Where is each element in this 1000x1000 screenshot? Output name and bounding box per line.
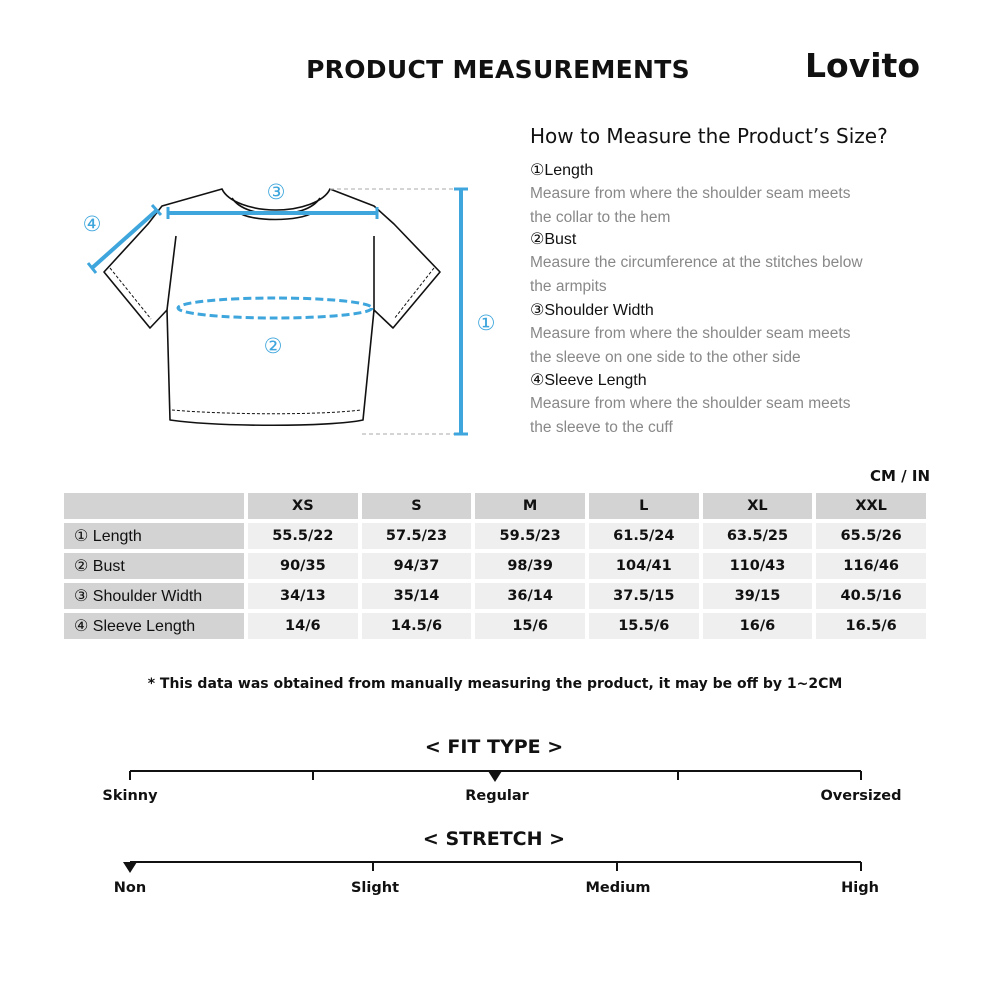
marker-bust: ② [263,334,283,358]
t-shirt-diagram [70,170,510,450]
brand-logo: Lovito [805,46,920,85]
stretch-label-medium: Medium [585,880,651,896]
table-cell: 104/41 [589,553,699,579]
guide-item-sleeve-length [530,370,910,439]
length-measure [454,189,468,434]
guide-item-shoulder-width [530,300,910,369]
column-header: S [362,493,472,519]
row-header: ③ Shoulder Width [64,583,244,609]
table-cell: 61.5/24 [589,523,699,549]
guide-desc: the sleeve to the cuff [530,418,673,436]
guide-label: ④Sleeve Length [530,372,647,389]
table-cell: 16.5/6 [816,613,926,639]
guide-desc: the collar to the hem [530,208,671,226]
table-cell: 15/6 [475,613,585,639]
marker-sleeve: ④ [82,212,102,236]
guide-title: How to Measure the Product’s Size? [530,124,888,148]
page-title: PRODUCT MEASUREMENTS [306,55,690,84]
table-cell: 14.5/6 [362,613,472,639]
row-header: ② Bust [64,553,244,579]
column-header: XL [703,493,813,519]
table-row [64,523,926,549]
guide-label: ③Shoulder Width [530,302,654,319]
guide-desc: the sleeve on one side to the other side [530,348,801,366]
table-cell: 94/37 [362,553,472,579]
table-cell: 90/35 [248,553,358,579]
stretch-label-high: High [841,880,879,896]
guide-desc: Measure from where the shoulder seam meets [530,325,851,342]
guide-desc: Measure from where the shoulder seam meets [530,395,851,412]
fit-type-scale [120,764,872,788]
table-row [64,583,926,609]
fit-type-title: < FIT TYPE > [424,736,564,758]
marker-length: ① [476,311,496,335]
table-cell: 34/13 [248,583,358,609]
column-header: L [589,493,699,519]
stretch-label-non: Non [113,880,147,896]
table-cell: 59.5/23 [475,523,585,549]
table-header-row [64,493,926,519]
fit-type-indicator-icon [488,771,502,782]
units-label: CM / IN [870,467,930,485]
table-cell: 98/39 [475,553,585,579]
table-corner-cell [64,493,244,519]
table-cell: 55.5/22 [248,523,358,549]
row-header: ① Length [64,523,244,549]
table-cell: 63.5/25 [703,523,813,549]
guide-desc: Measure the circumference at the stitches below [530,254,863,271]
table-cell: 39/15 [703,583,813,609]
table-cell: 57.5/23 [362,523,472,549]
table-cell: 15.5/6 [589,613,699,639]
fit-label-regular: Regular [465,788,529,804]
guide-label: ②Bust [530,231,577,248]
guide-label: ①Length [530,162,594,179]
column-header: XS [248,493,358,519]
table-cell: 40.5/16 [816,583,926,609]
size-table [60,489,930,643]
guide-desc: Measure from where the shoulder seam meets [530,185,851,202]
stretch-label-slight: Slight [350,880,400,896]
table-cell: 37.5/15 [589,583,699,609]
table-cell: 16/6 [703,613,813,639]
table-row [64,553,926,579]
measurement-note: * This data was obtained from manually measuring the product, it may be off by 1~2CM [147,676,843,692]
stretch-indicator-icon [123,862,137,873]
row-header: ④ Sleeve Length [64,613,244,639]
marker-shoulder: ③ [266,180,286,204]
fit-label-skinny: Skinny [102,788,158,804]
fit-label-oversized: Oversized [820,788,902,804]
stretch-title: < STRETCH > [422,828,566,850]
table-row [64,613,926,639]
t-shirt-icon [104,189,440,425]
table-cell: 36/14 [475,583,585,609]
table-cell: 110/43 [703,553,813,579]
guide-desc: the armpits [530,277,607,295]
guide-item-length [530,160,910,229]
table-cell: 35/14 [362,583,472,609]
table-cell: 14/6 [248,613,358,639]
stretch-scale [120,855,872,879]
column-header: M [475,493,585,519]
guide-item-bust [530,229,910,298]
table-cell: 116/46 [816,553,926,579]
column-header: XXL [816,493,926,519]
table-cell: 65.5/26 [816,523,926,549]
